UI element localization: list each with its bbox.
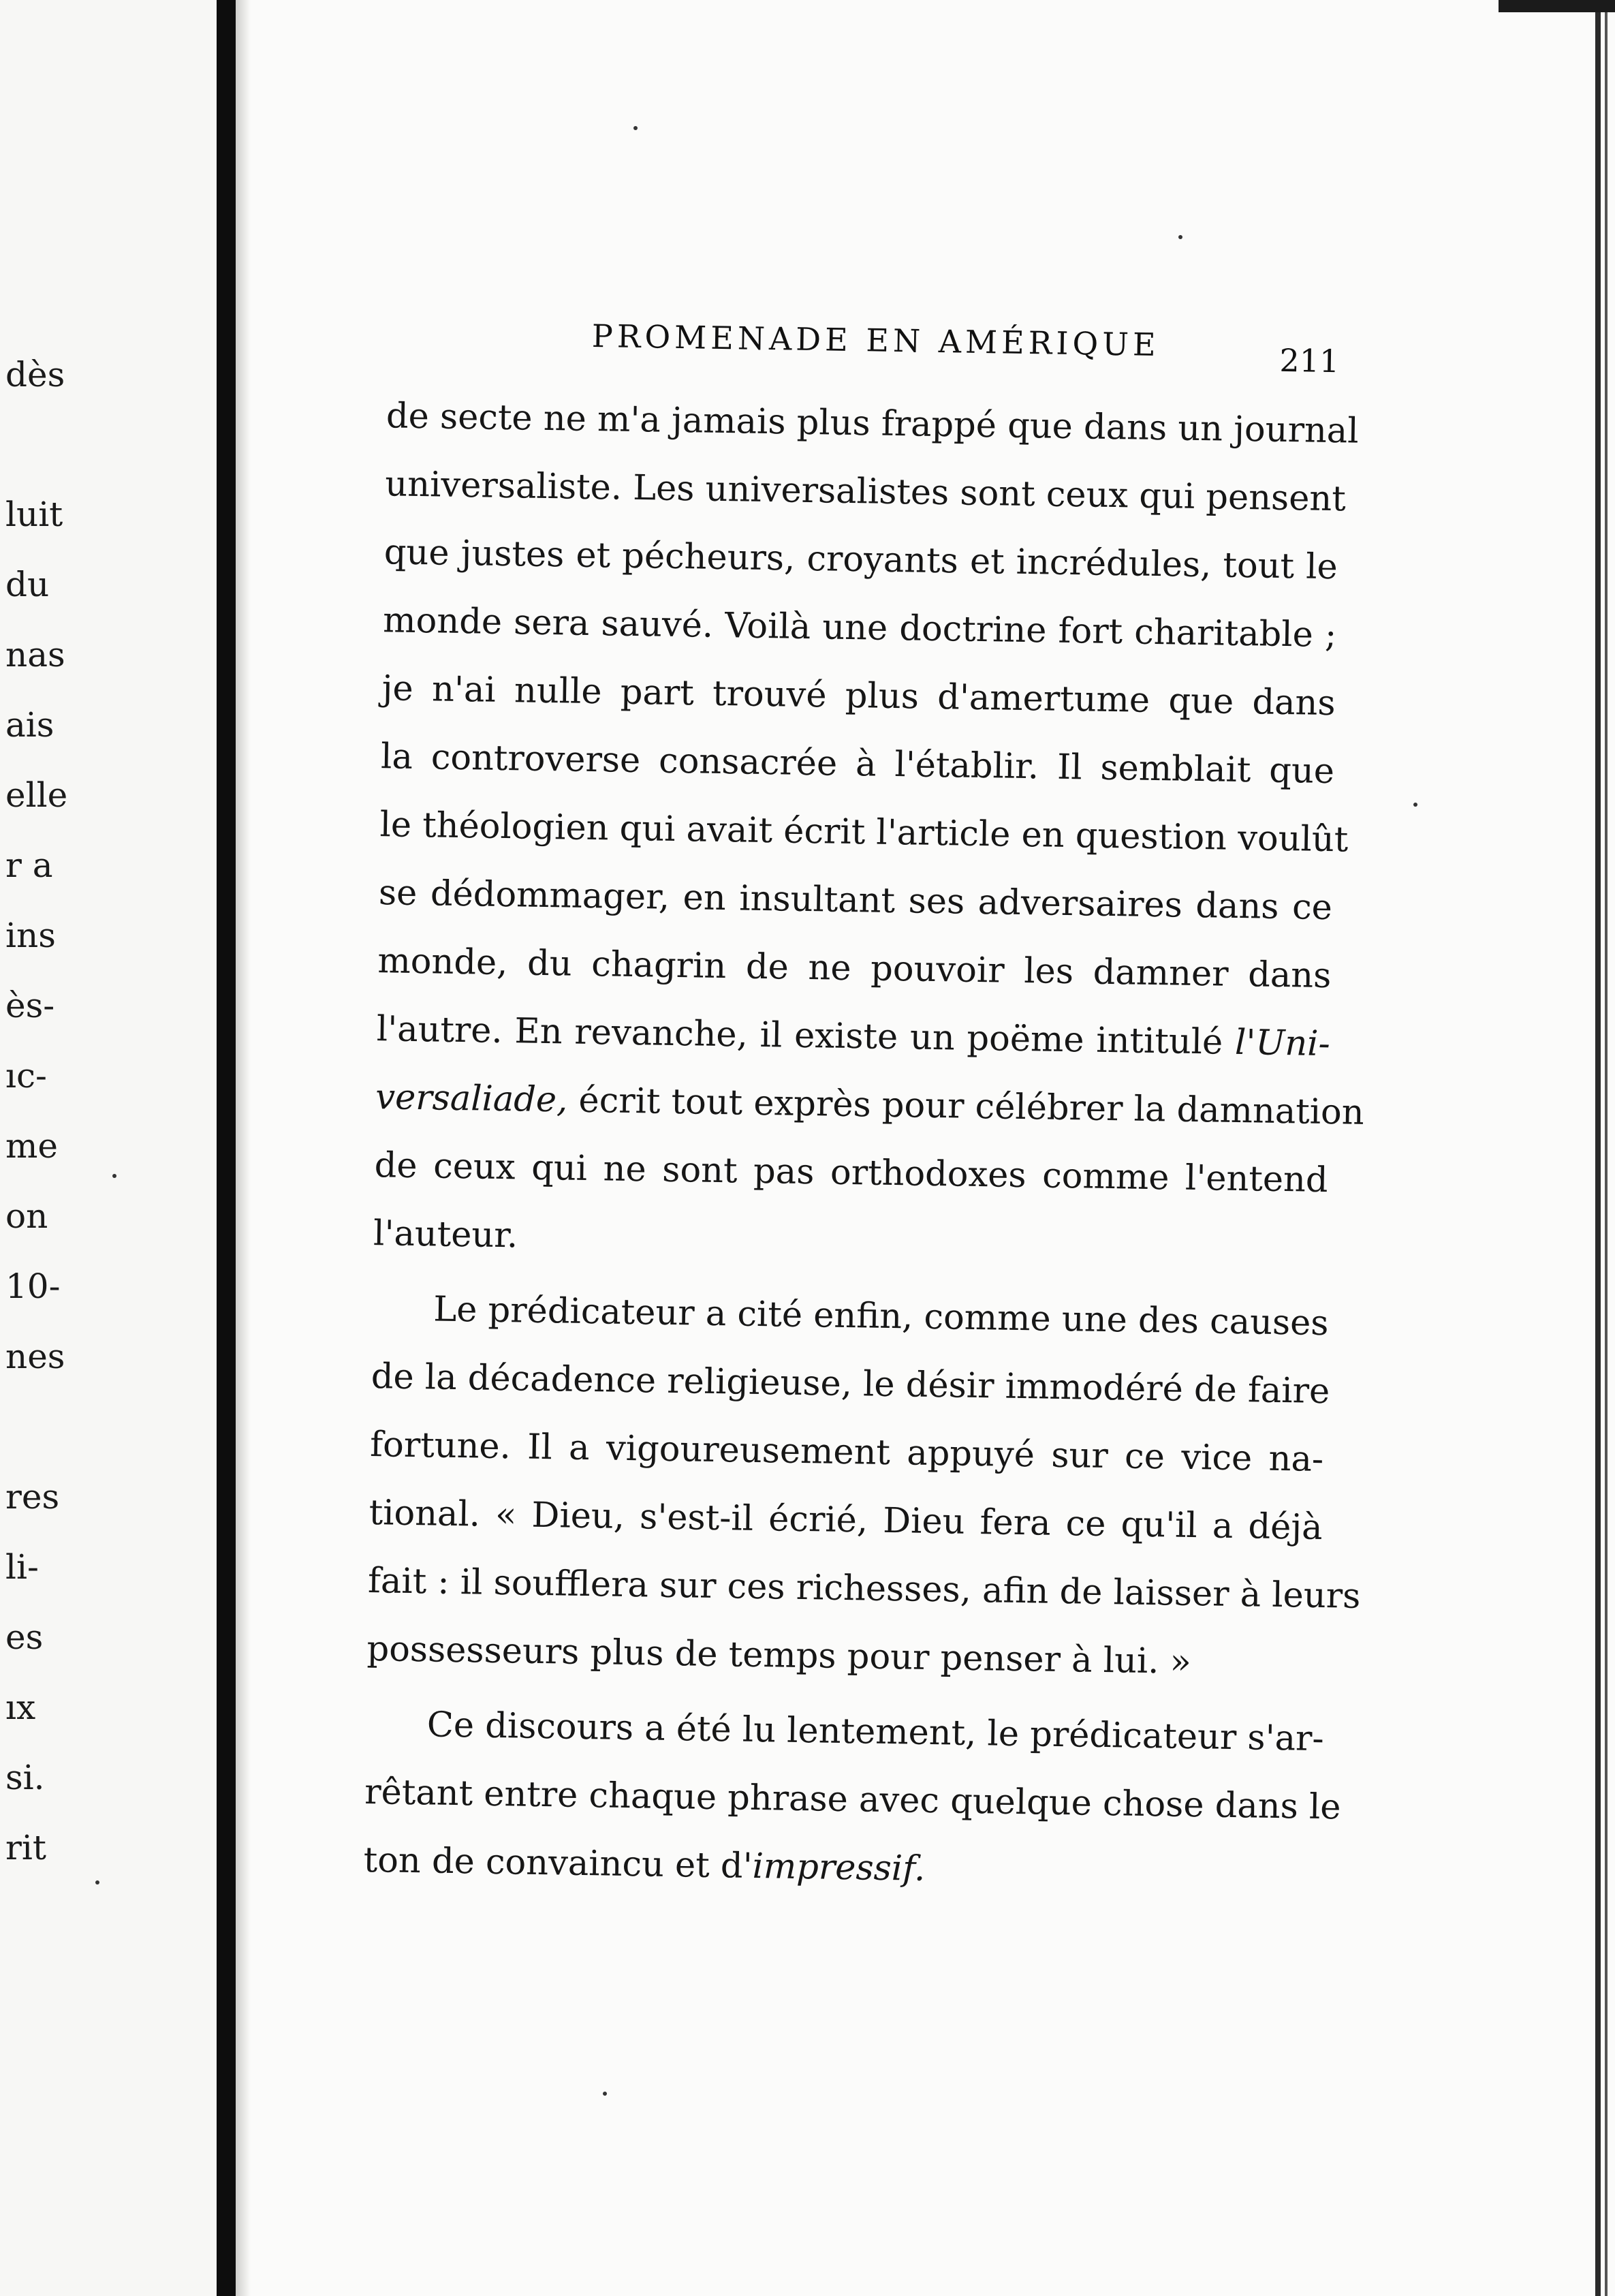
scan-speck	[1413, 803, 1417, 807]
scan-speck	[112, 1174, 116, 1178]
body-text	[363, 382, 1365, 1910]
left-page-fragment: ès-	[5, 986, 55, 1025]
text-line: fait : il soufflera sur ces richesses, afin de laisser à leurs	[367, 1561, 1361, 1617]
italic-word: impressif.	[752, 1846, 926, 1889]
left-page-fragment: 10-	[5, 1267, 61, 1306]
italic-title-start: l'Uni-	[1234, 1022, 1331, 1065]
scan-speck	[95, 1880, 99, 1884]
left-page-fragment: es	[5, 1617, 44, 1657]
text-line: possesseurs plus de temps pour penser à lui. »	[366, 1629, 1192, 1683]
text-line: Ce discours a été lu lentement, le prédicateur s'ar-	[426, 1705, 1325, 1760]
running-title: PROMENADE EN AMÉRIQUE	[591, 317, 1160, 364]
left-page-fragment: li-	[5, 1547, 39, 1587]
scan-border	[1499, 0, 1615, 12]
left-page-fragment: luit	[5, 495, 63, 534]
text-line: l'auteur.	[373, 1213, 518, 1256]
left-page-fragment: me	[5, 1126, 59, 1166]
text-line: la controverse consacrée à l'établir. Il semblait que	[380, 736, 1335, 792]
page-edge-secondary	[1605, 0, 1608, 2296]
left-page-fragment: ais	[5, 705, 54, 745]
left-page-fragment: on	[5, 1196, 48, 1236]
text-line: monde sera sauvé. Voilà une doctrine fort charitable ;	[382, 600, 1337, 656]
scan-speck	[633, 126, 638, 130]
left-facing-page	[0, 0, 217, 2296]
left-page-fragment: ıc-	[5, 1056, 47, 1096]
text-line: rêtant entre chaque phrase avec quelque chose dans le	[364, 1771, 1341, 1828]
right-page	[308, 286, 1369, 1951]
left-page-fragment: r a	[5, 846, 53, 885]
scan-speck	[1178, 235, 1182, 239]
text-line: universaliste. Les universalistes sont ceux qui pensent	[384, 464, 1347, 520]
book-gutter	[217, 0, 236, 2296]
text-line: tional. « Dieu, s'est-il écrié, Dieu fera ce qu'il a déjà	[369, 1493, 1323, 1549]
text-line: de secte ne m'a jamais plus frappé que dans un journal	[386, 396, 1359, 452]
text-line: je n'ai nulle part trouvé plus d'amertume que dans	[381, 668, 1336, 724]
text-line: que justes et pécheurs, croyants et incrédules, tout le	[383, 532, 1338, 588]
text-line: de ceux qui ne sont pas orthodoxes comme l'entend	[374, 1145, 1329, 1201]
text-line: monde, du chagrin de ne pouvoir les damner dans	[377, 941, 1332, 997]
text-line: de la décadence religieuse, le désir immodéré de faire	[371, 1356, 1330, 1412]
left-page-fragment: nes	[5, 1337, 65, 1376]
scan-speck	[603, 2092, 607, 2096]
left-page-fragment: res	[5, 1477, 60, 1517]
italic-title-end: versaliade,	[375, 1077, 568, 1121]
text-line: Le prédicateur a cité enfin, comme une des causes	[433, 1289, 1329, 1344]
left-page-fragment: ıx	[5, 1688, 36, 1727]
left-page-fragment: du	[5, 565, 50, 604]
left-page-fragment: rit	[5, 1828, 46, 1867]
text-segment: écrit tout exprès pour célébrer la damnation	[578, 1080, 1365, 1133]
page-number: 211	[1279, 341, 1340, 380]
left-page-fragment: elle	[5, 775, 68, 815]
text-line: le théologien qui avait écrit l'article en question voulût	[379, 805, 1349, 860]
text-segment: ton de convaincu et d'	[363, 1840, 753, 1887]
left-page-fragment: dès	[5, 355, 65, 394]
page-edge	[1595, 0, 1601, 2296]
left-page-fragment: si.	[5, 1758, 45, 1797]
text-line: fortune. Il a vigoureusement appuyé sur ce vice na-	[369, 1425, 1324, 1480]
left-page-fragment: ins	[5, 916, 56, 955]
text-segment: l'autre. En revanche, il existe un poëme intitulé	[376, 1009, 1223, 1063]
text-line: se dédommager, en insultant ses adversaires dans ce	[378, 873, 1333, 929]
left-page-fragment: nas	[5, 635, 65, 674]
gutter-shadow	[236, 0, 251, 2296]
